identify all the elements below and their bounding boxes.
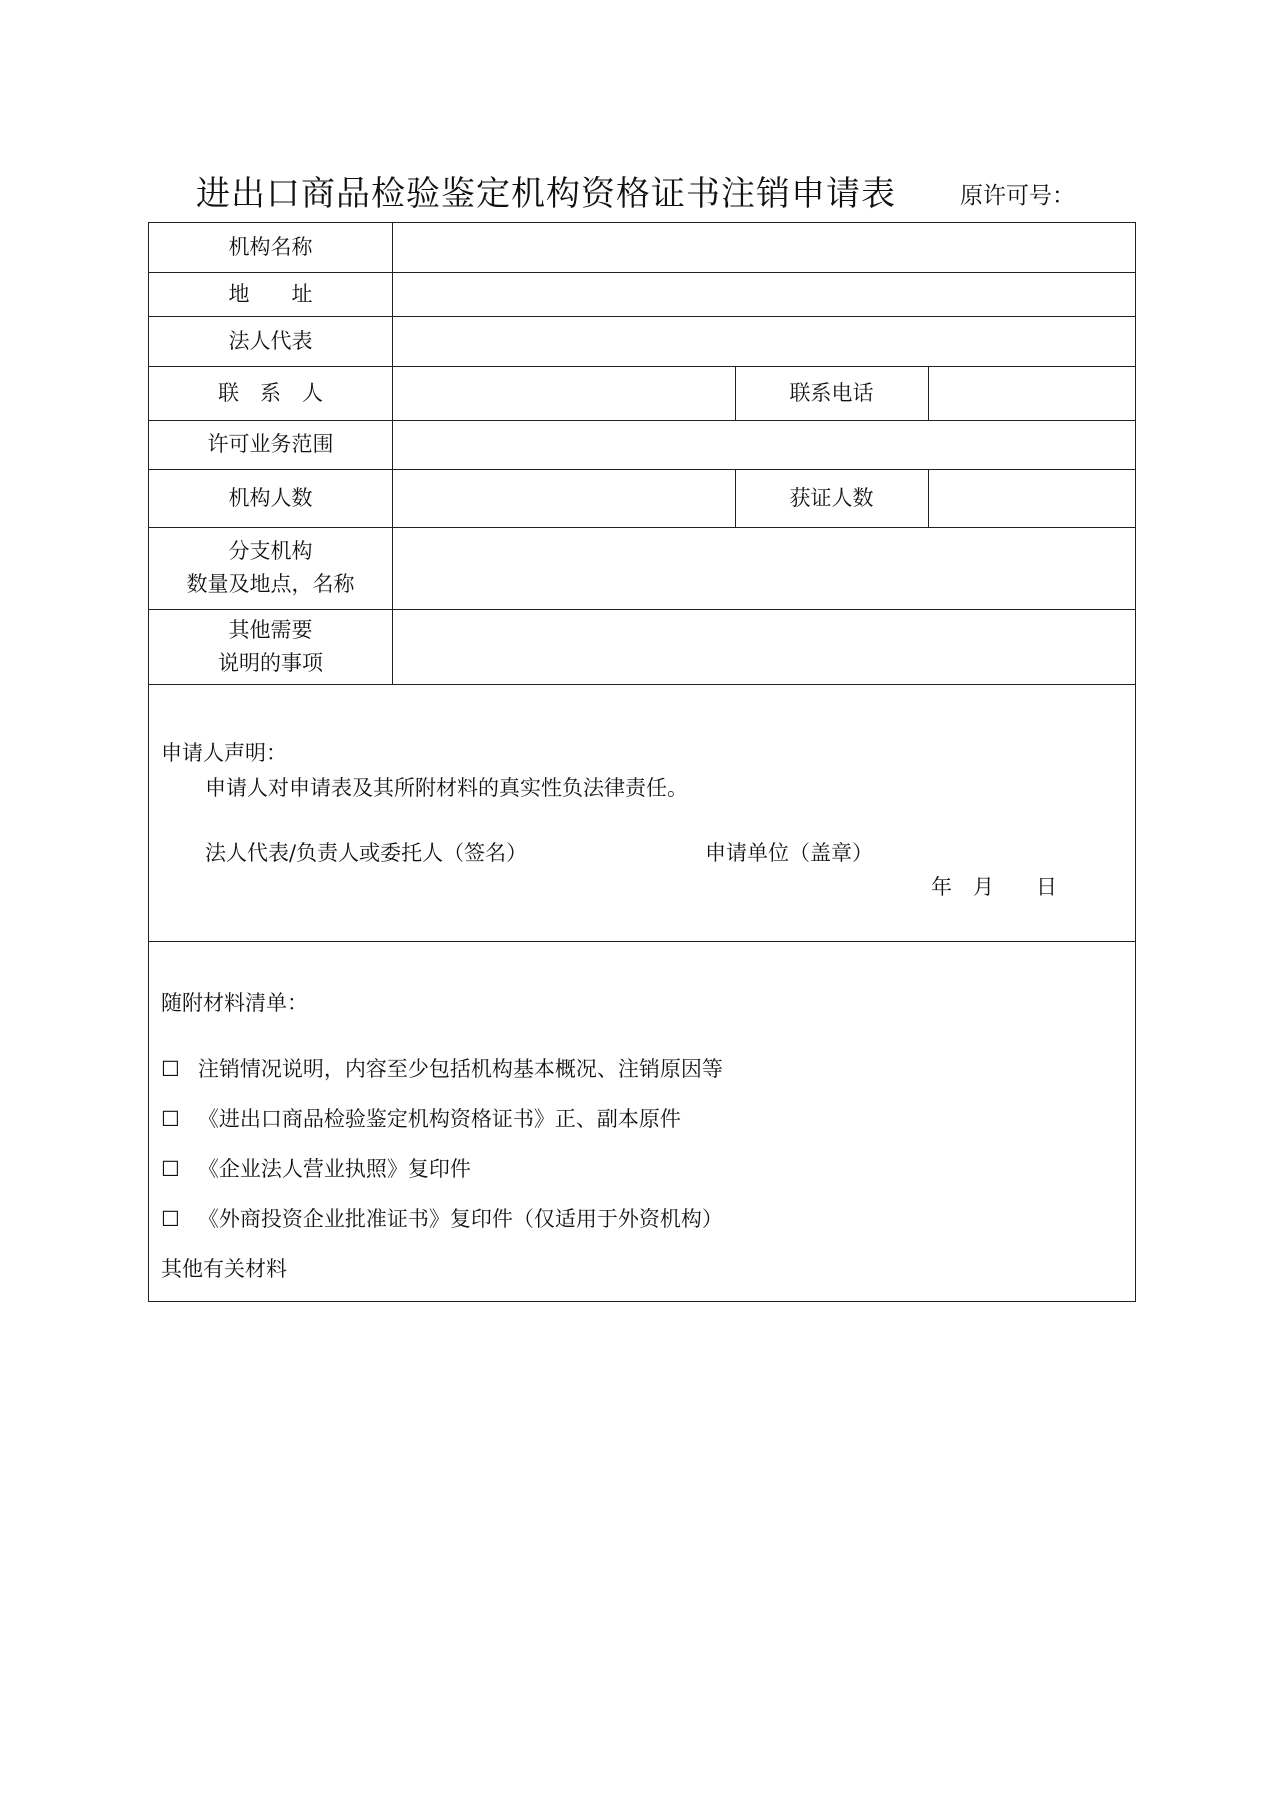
form-title: 进出口商品检验鉴定机构资格证书注销申请表 bbox=[196, 174, 896, 214]
label-branches bbox=[149, 527, 392, 609]
row-divider bbox=[149, 684, 1135, 685]
label-certified-count: 获证人数 bbox=[789, 485, 874, 510]
attachment-item bbox=[161, 1103, 681, 1133]
date-label: 年 月 日 bbox=[931, 875, 1057, 899]
label-contact-phone: 联系电话 bbox=[789, 380, 874, 405]
legal-rep-field[interactable] bbox=[393, 317, 1135, 366]
contact-phone-field[interactable] bbox=[929, 367, 1135, 420]
other-matters-field[interactable] bbox=[393, 610, 1135, 684]
attachment-item-label: 《企业法人营业执照》复印件 bbox=[197, 1157, 471, 1181]
declaration-body: 申请人对申请表及其所附材料的真实性负法律责任。 bbox=[205, 776, 688, 800]
checkbox-icon[interactable]: ☐ bbox=[161, 1107, 180, 1131]
org-name-field[interactable] bbox=[393, 223, 1135, 272]
address-field[interactable] bbox=[393, 273, 1135, 316]
label-address: 地 址 bbox=[228, 281, 313, 306]
label-other-line1: 其他需要 bbox=[228, 617, 313, 642]
seal-label: 申请单位（盖章） bbox=[705, 841, 873, 865]
label-branches-line1: 分支机构 bbox=[228, 539, 313, 563]
attachment-item bbox=[161, 1053, 723, 1083]
attachment-item bbox=[161, 1153, 471, 1183]
row-divider bbox=[149, 941, 1135, 942]
declaration-heading: 申请人声明： bbox=[161, 741, 287, 765]
branches-field[interactable] bbox=[393, 528, 1135, 609]
staff-count-field[interactable] bbox=[393, 470, 735, 527]
label-other-line2: 说明的事项 bbox=[218, 650, 323, 675]
attachment-item-label: 注销情况说明，内容至少包括机构基本概况、注销原因等 bbox=[197, 1057, 723, 1081]
application-form bbox=[148, 222, 1136, 1302]
signature-label: 法人代表/负责人或委托人（签名） bbox=[205, 841, 528, 865]
attachments-heading: 随附材料清单： bbox=[161, 991, 308, 1015]
license-scope-field[interactable] bbox=[393, 421, 1135, 469]
certified-count-field[interactable] bbox=[929, 470, 1135, 527]
contact-person-field[interactable] bbox=[393, 367, 735, 420]
label-branches-line2: 数量及地点，名称 bbox=[186, 572, 355, 596]
label-contact-person: 联 系 人 bbox=[218, 380, 323, 405]
attachment-item-label: 《外商投资企业批准证书》复印件（仅适用于外资机构） bbox=[197, 1207, 723, 1231]
permit-number-label: 原许可号： bbox=[960, 183, 1075, 209]
label-org-name: 机构名称 bbox=[228, 235, 313, 259]
label-license-scope: 许可业务范围 bbox=[207, 432, 334, 456]
checkbox-icon[interactable]: ☐ bbox=[161, 1157, 180, 1181]
checkbox-icon[interactable]: ☐ bbox=[161, 1057, 180, 1081]
label-other-matters bbox=[149, 609, 392, 684]
attachment-item-label: 《进出口商品检验鉴定机构资格证书》正、副本原件 bbox=[197, 1107, 681, 1131]
label-staff-count: 机构人数 bbox=[228, 485, 313, 510]
attachment-item bbox=[161, 1203, 723, 1233]
label-legal-rep: 法人代表 bbox=[228, 328, 313, 353]
checkbox-icon[interactable]: ☐ bbox=[161, 1207, 180, 1231]
attachment-other: 其他有关材料 bbox=[161, 1257, 287, 1281]
